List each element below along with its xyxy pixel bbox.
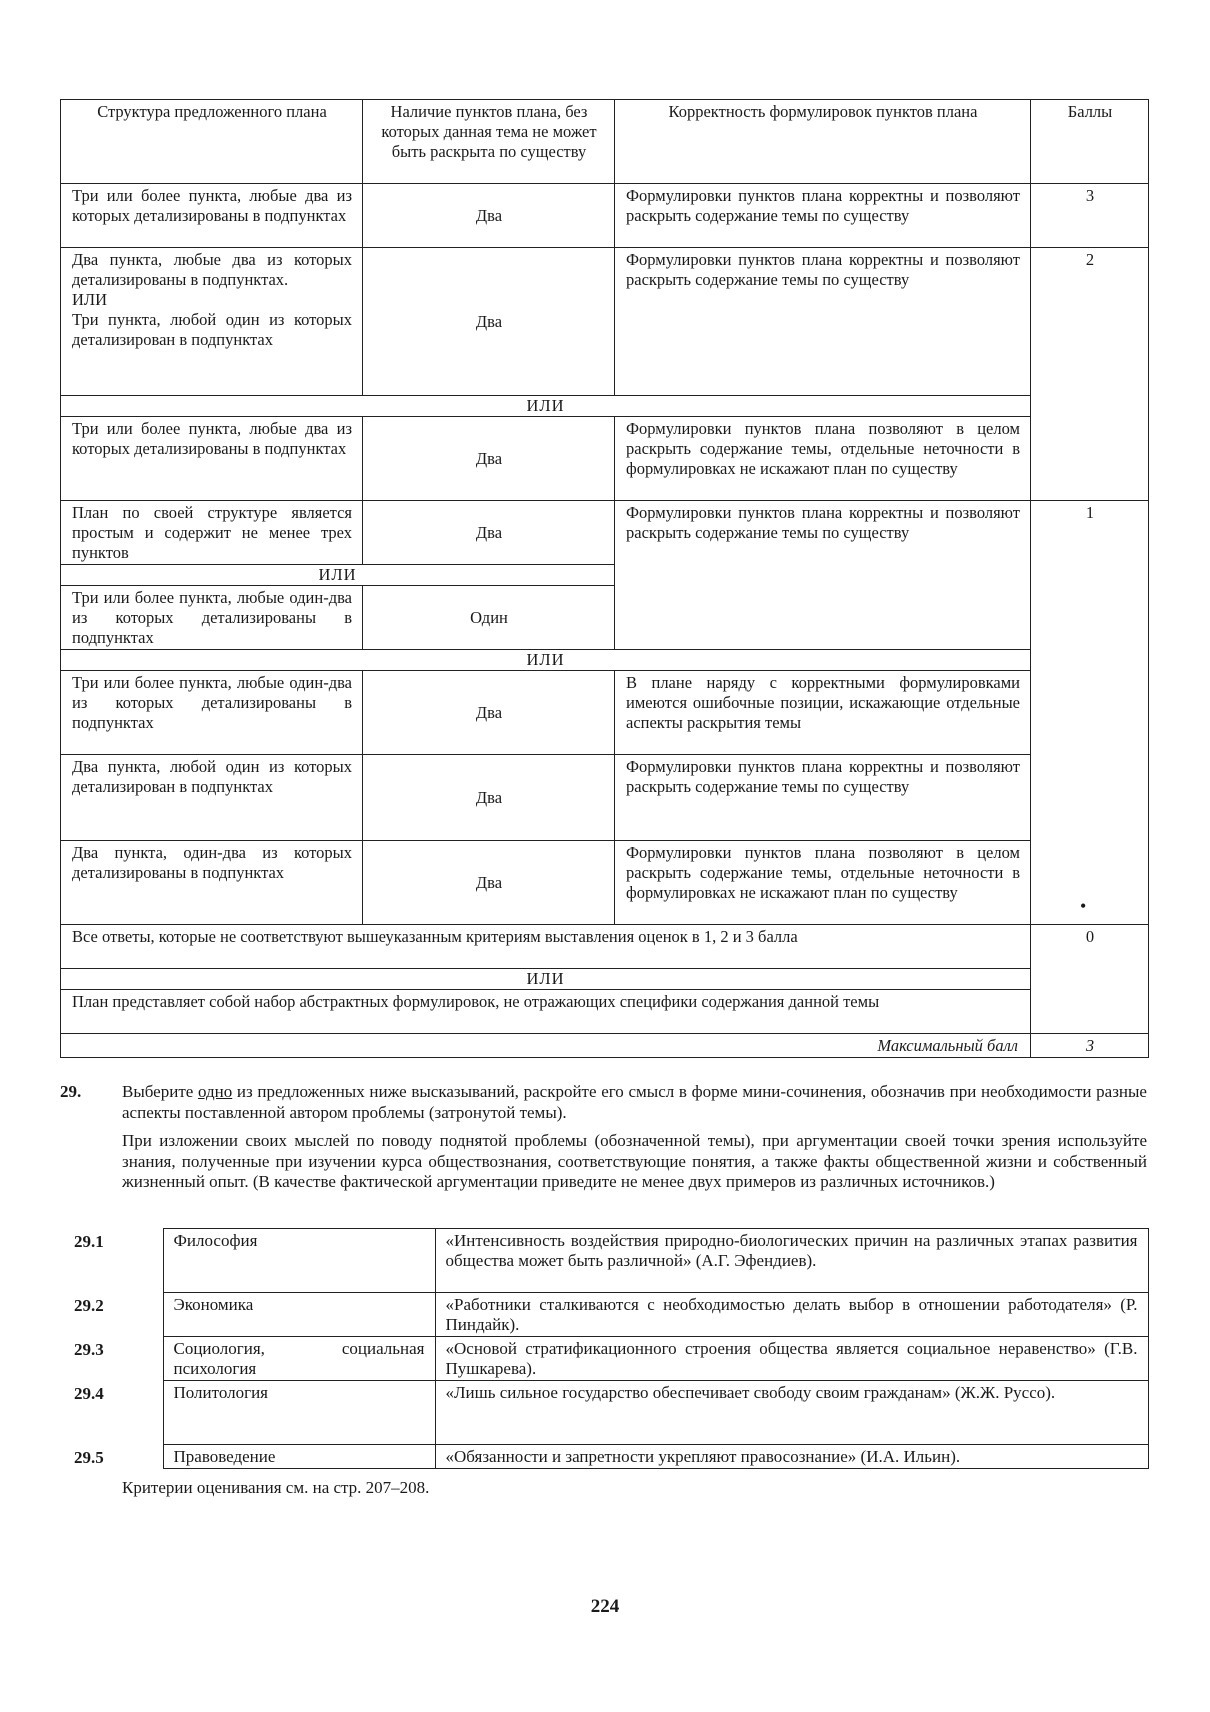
row-structure: Три или более пункта, любые один-два из которых детализированы в подпунктах [61, 671, 363, 755]
row-correctness: Формулировки пунктов плана корректны и позволяют раскрыть содержание темы по существу [615, 501, 1031, 650]
topic-row [60, 1229, 1148, 1293]
topics-table [60, 1228, 1149, 1469]
header-structure: Структура предложенного плана [61, 100, 363, 184]
row-structure: Три или более пункта, любые два из которых детализированы в подпунктах [61, 417, 363, 501]
criteria-reference-note: Критерии оценивания см. на стр. 207–208. [122, 1478, 430, 1497]
zero-score: 0 [1031, 925, 1149, 1034]
criteria-table [60, 99, 1149, 1058]
row-score: 2 [1031, 248, 1149, 501]
or-separator: ИЛИ [61, 969, 1031, 990]
topic-field: Политология [163, 1381, 435, 1445]
topic-field: Экономика [163, 1293, 435, 1337]
or-separator: ИЛИ [61, 650, 1031, 671]
criteria-row [61, 184, 1149, 248]
row-structure: План по своей структуре является простым и содержит не менее трех пунктов [61, 501, 363, 565]
topic-quote: «Лишь сильное государство обеспечивает свободу своим гражданам» (Ж.Ж. Руссо). [435, 1381, 1148, 1445]
zero-score-row [61, 990, 1149, 1034]
topic-number: 29.5 [74, 1447, 104, 1467]
zero-score-row [61, 925, 1149, 969]
criteria-row [61, 248, 1149, 396]
question-intro-underlined: одно [197, 1082, 233, 1101]
scan-speck-mark: • [1080, 896, 1087, 916]
topic-row [60, 1445, 1148, 1469]
header-presence: Наличие пунктов плана, без которых данная тема не может быть раскрыта по существу [363, 100, 615, 184]
criteria-row [61, 755, 1149, 841]
row-structure: Три или более пункта, любые один-два из которых детализированы в подпунктах [61, 586, 363, 650]
row-structure-part-a: Два пункта, любые два из которых детализированы в подпунктах. [72, 250, 352, 289]
row-structure: Два пункта, любой один из которых детализирован в подпунктах [61, 755, 363, 841]
or-separator: ИЛИ [61, 565, 615, 586]
row-correctness: В плане наряду с корректными формулировками имеются ошибочные позиции, искажающие отдельные аспекты раскрытия темы [615, 671, 1031, 755]
question-intro-before: Выберите [122, 1082, 198, 1101]
topic-field: Философия [163, 1229, 435, 1293]
topic-quote: «Интенсивность воздействия природно-биологических причин на различных этапах развития общества может быть различной» (А.Г. Эфендиев). [435, 1229, 1148, 1293]
topic-quote: «Основой стратификационного строения общества является социальное неравенство» (Г.В. Пушкарева). [435, 1337, 1148, 1381]
topic-number: 29.1 [74, 1231, 104, 1251]
max-score-value: 3 [1031, 1034, 1149, 1058]
zero-score-text: Все ответы, которые не соответствуют вышеуказанным критериям выставления оценок в 1, 2 и 3 балла [61, 925, 1031, 969]
topic-number: 29.4 [74, 1383, 104, 1403]
max-score-row [61, 1034, 1149, 1058]
zero-score-text: План представляет собой набор абстрактных формулировок, не отражающих специфики содержания данной темы [61, 990, 1031, 1034]
criteria-row [61, 841, 1149, 925]
row-structure: Два пункта, один-два из которых детализированы в подпунктах [61, 841, 363, 925]
criteria-header-row [61, 100, 1149, 184]
topic-quote: «Обязанности и запретности укрепляют правосознание» (И.А. Ильин). [435, 1445, 1148, 1469]
criteria-row [61, 417, 1149, 501]
topic-field: Социология, социальная психология [163, 1337, 435, 1381]
row-correctness: Формулировки пунктов плана корректны и позволяют раскрыть содержание темы по существу [615, 248, 1031, 396]
row-presence: Два [363, 184, 615, 248]
row-correctness: Формулировки пунктов плана корректны и позволяют раскрыть содержание темы по существу [615, 184, 1031, 248]
topic-field: Правоведение [163, 1445, 435, 1469]
row-correctness: Формулировки пунктов плана корректны и позволяют раскрыть содержание темы по существу [615, 755, 1031, 841]
criteria-row [61, 671, 1149, 755]
row-structure [61, 248, 363, 396]
question-instructions: При изложении своих мыслей по поводу поднятой проблемы (обозначенной темы), при аргументации своей точки зрения используйте знания, полученные при изучении курса обществознания, соответствующие понятия, а также факты общественной жизни и собственный жизненный опыт. (В качестве фактической аргументации приведите не менее двух примеров из различных источников.) [122, 1131, 1147, 1191]
criteria-row [61, 501, 1149, 565]
row-presence: Два [363, 501, 615, 565]
topic-row [60, 1293, 1148, 1337]
row-correctness: Формулировки пунктов плана позволяют в целом раскрыть содержание темы, отдельные неточности в формулировках не искажают план по существу [615, 841, 1031, 925]
row-presence: Один [363, 586, 615, 650]
row-presence: Два [363, 671, 615, 755]
or-separator-row [61, 396, 1149, 417]
row-score: 3 [1031, 184, 1149, 248]
page-number: 224 [590, 1596, 620, 1617]
topic-number: 29.2 [74, 1295, 104, 1315]
topic-number: 29.3 [74, 1339, 104, 1359]
row-structure: Три или более пункта, любые два из которых детализированы в подпунктах [61, 184, 363, 248]
question-number: 29. [60, 1082, 82, 1101]
or-separator-row [61, 650, 1149, 671]
or-separator-row [61, 969, 1149, 990]
question-intro [122, 1082, 1147, 1123]
row-score: 1 [1031, 501, 1149, 925]
question-intro-after: из предложенных ниже высказываний, раскройте его смысл в форме мини-сочинения, обозначив при необходимости разные аспекты поставленной автором проблемы (затронутой темы). [122, 1082, 1147, 1122]
row-presence: Два [363, 417, 615, 501]
topic-row [60, 1381, 1148, 1445]
row-presence: Два [363, 248, 615, 396]
max-score-label: Максимальный балл [61, 1034, 1031, 1058]
header-score: Баллы [1031, 100, 1149, 184]
row-presence: Два [363, 841, 615, 925]
or-separator: ИЛИ [61, 396, 1031, 417]
row-presence: Два [363, 755, 615, 841]
row-structure-part-b: Три пункта, любой один из которых детализирован в подпунктах [72, 310, 352, 349]
row-correctness: Формулировки пунктов плана позволяют в целом раскрыть содержание темы, отдельные неточности в формулировках не искажают план по существу [615, 417, 1031, 501]
topic-row [60, 1337, 1148, 1381]
header-correctness: Корректность формулировок пунктов плана [615, 100, 1031, 184]
topic-quote: «Работники сталкиваются с необходимостью делать выбор в отношении работодателя» (Р. Пиндайк). [435, 1293, 1148, 1337]
row-structure-or: ИЛИ [72, 290, 108, 309]
